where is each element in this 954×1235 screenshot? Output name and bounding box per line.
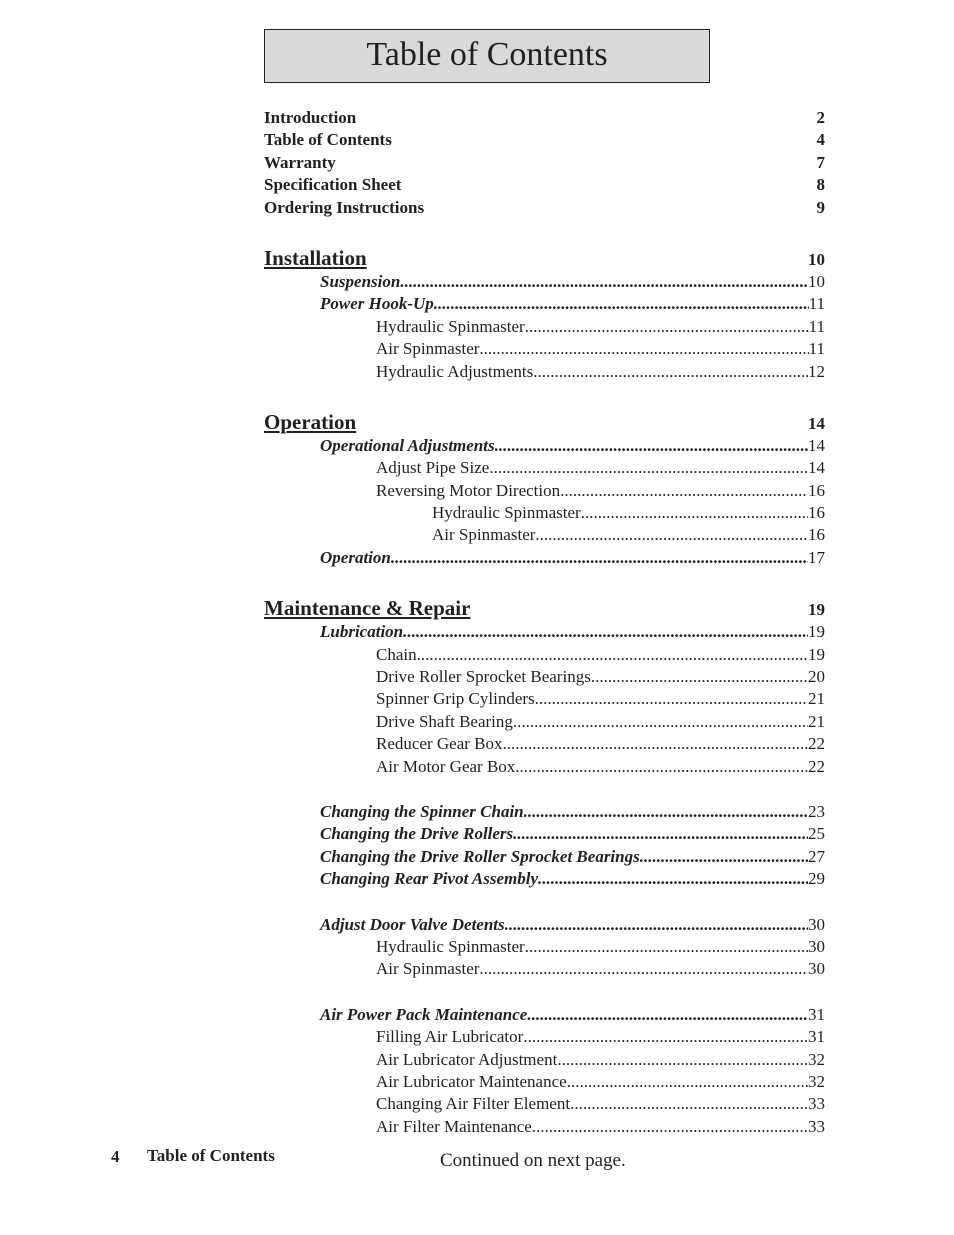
leader-dots bbox=[560, 481, 808, 501]
toc-page: 17 bbox=[808, 547, 825, 567]
toc-label: Warranty bbox=[264, 152, 336, 172]
toc-label: Changing the Spinner Chain bbox=[320, 801, 524, 821]
toc-entry-air-spinmaster[interactable] bbox=[264, 959, 825, 981]
toc-entry-changing-spinner-chain[interactable] bbox=[264, 802, 825, 824]
leader-dots bbox=[525, 317, 809, 337]
continued-note: Continued on next page. bbox=[440, 1150, 626, 1171]
leader-dots bbox=[535, 689, 808, 709]
leader-dots bbox=[495, 436, 808, 456]
toc-page: 19 bbox=[808, 622, 825, 642]
leader-dots bbox=[400, 272, 808, 292]
toc-page: 23 bbox=[808, 801, 825, 821]
toc-label: Air Lubricator Maintenance bbox=[376, 1071, 567, 1091]
toc-entry-changing-drive-rollers[interactable] bbox=[264, 824, 825, 846]
leader-dots bbox=[503, 734, 808, 754]
toc-entry-reducer-gear-box[interactable] bbox=[264, 734, 825, 756]
spacer bbox=[264, 892, 825, 915]
toc-page: 14 bbox=[808, 413, 825, 433]
toc-page: 30 bbox=[808, 936, 825, 956]
leader-dots bbox=[515, 757, 808, 777]
toc-label: Air Lubricator Adjustment bbox=[376, 1049, 558, 1069]
leader-dots bbox=[505, 915, 808, 935]
leader-dots bbox=[535, 525, 808, 545]
leader-dots bbox=[391, 548, 808, 568]
toc-page: 7 bbox=[816, 152, 825, 172]
spacer bbox=[264, 220, 825, 246]
toc-label: Reducer Gear Box bbox=[376, 734, 503, 754]
toc-label: Changing Air Filter Element bbox=[376, 1094, 571, 1114]
toc-page: 12 bbox=[808, 361, 825, 381]
toc-page: 30 bbox=[808, 959, 825, 979]
toc-label: Hydraulic Spinmaster bbox=[432, 503, 581, 523]
toc-label: Changing the Drive Roller Sprocket Bearings bbox=[320, 846, 640, 866]
toc-label: Drive Shaft Bearing bbox=[376, 711, 513, 731]
toc-page: 16 bbox=[808, 503, 825, 523]
toc-entry-lubrication[interactable] bbox=[264, 622, 825, 644]
leader-dots bbox=[581, 503, 808, 523]
toc-entry-drive-roller-sprocket-bearings[interactable] bbox=[264, 667, 825, 689]
toc-page: 29 bbox=[808, 869, 825, 889]
toc-page: 10 bbox=[808, 271, 825, 291]
leader-dots bbox=[513, 824, 808, 844]
toc-entry-operation[interactable] bbox=[264, 548, 825, 570]
toc-page: 4 bbox=[816, 130, 825, 150]
leader-dots bbox=[591, 667, 808, 687]
toc-entry-air-lubricator-adjustment[interactable] bbox=[264, 1050, 825, 1072]
toc-page: 19 bbox=[808, 644, 825, 664]
toc-page: 25 bbox=[808, 824, 825, 844]
toc-entry-hydraulic-adjustments[interactable] bbox=[264, 362, 825, 384]
toc-entry-spinner-grip-cylinders[interactable] bbox=[264, 689, 825, 711]
toc-page: 27 bbox=[808, 846, 825, 866]
leader-dots bbox=[524, 802, 808, 822]
toc-label: Ordering Instructions bbox=[264, 197, 425, 217]
toc-entry-drive-shaft-bearing[interactable] bbox=[264, 712, 825, 734]
toc-entry-specification-sheet[interactable] bbox=[264, 175, 825, 197]
toc-entry-reversing-motor-direction[interactable] bbox=[264, 481, 825, 503]
toc-page: 21 bbox=[808, 689, 825, 709]
leader-dots bbox=[513, 712, 808, 732]
toc-label: Hydraulic Adjustments bbox=[376, 361, 534, 381]
toc-label: Air Filter Maintenance bbox=[376, 1116, 532, 1136]
leader-dots bbox=[523, 1027, 808, 1047]
toc-entry-warranty[interactable] bbox=[264, 153, 825, 175]
toc-entry-changing-drive-roller-sprocket-bearings[interactable] bbox=[264, 847, 825, 869]
toc-section-maintenance-repair[interactable] bbox=[264, 596, 825, 622]
toc-label: Lubrication bbox=[320, 622, 404, 642]
leader-dots bbox=[538, 869, 808, 889]
toc-label: Adjust Pipe Size bbox=[376, 458, 490, 478]
leader-dots bbox=[533, 362, 808, 382]
toc-entry-ordering-instructions[interactable] bbox=[264, 198, 825, 220]
toc-label: Air Spinmaster bbox=[432, 525, 536, 545]
toc-entry-adjust-door-valve-detents[interactable] bbox=[264, 915, 825, 937]
toc-entry-power-hookup[interactable] bbox=[264, 294, 825, 316]
spacer bbox=[264, 570, 825, 596]
toc-entry-air-motor-gear-box[interactable] bbox=[264, 757, 825, 779]
leader-dots bbox=[417, 645, 808, 665]
toc-entry-suspension[interactable] bbox=[264, 272, 825, 294]
toc-label: Operational Adjustments bbox=[320, 435, 495, 455]
leader-dots bbox=[570, 1094, 808, 1114]
toc-entry-air-spinmaster[interactable] bbox=[264, 339, 825, 361]
toc-page: 11 bbox=[808, 294, 825, 314]
spacer bbox=[264, 982, 825, 1005]
leader-dots bbox=[479, 339, 808, 359]
toc-label: Changing Rear Pivot Assembly bbox=[320, 869, 539, 889]
toc-label: Air Motor Gear Box bbox=[376, 756, 516, 776]
spacer bbox=[264, 384, 825, 410]
toc-page: 10 bbox=[808, 249, 825, 269]
toc-entry-hydraulic-spinmaster[interactable] bbox=[264, 317, 825, 339]
toc-page: 16 bbox=[808, 480, 825, 500]
toc-entry-chain[interactable] bbox=[264, 645, 825, 667]
toc-label: Air Spinmaster bbox=[376, 959, 480, 979]
toc-page: 22 bbox=[808, 734, 825, 754]
leader-dots bbox=[567, 1072, 808, 1092]
leader-dots bbox=[640, 847, 808, 867]
toc-entry-hydraulic-spinmaster[interactable] bbox=[264, 937, 825, 959]
toc-entry-air-lubricator-maintenance[interactable] bbox=[264, 1072, 825, 1094]
toc-label: Hydraulic Spinmaster bbox=[376, 316, 525, 336]
toc-entry-adjust-pipe-size[interactable] bbox=[264, 458, 825, 480]
leader-dots bbox=[532, 1117, 808, 1137]
toc-label: Introduction bbox=[264, 108, 357, 127]
toc-entry-table-of-contents[interactable] bbox=[264, 130, 825, 152]
toc-label: Drive Roller Sprocket Bearings bbox=[376, 667, 591, 687]
toc-label: Air Power Pack Maintenance bbox=[320, 1004, 528, 1024]
toc-section-installation[interactable] bbox=[264, 246, 825, 272]
toc-page: 33 bbox=[808, 1094, 825, 1114]
toc-label: Air Spinmaster bbox=[376, 339, 480, 359]
toc-page: 16 bbox=[808, 525, 825, 545]
toc-page: 11 bbox=[808, 316, 825, 336]
toc-page: 8 bbox=[816, 175, 825, 195]
leader-dots bbox=[403, 622, 808, 642]
toc-entry-operational-adjustments[interactable] bbox=[264, 436, 825, 458]
toc-entry-introduction[interactable] bbox=[264, 108, 825, 130]
toc-label: Operation bbox=[320, 547, 391, 567]
toc-entry-changing-air-filter-element[interactable] bbox=[264, 1094, 825, 1116]
section-heading: Operation bbox=[264, 409, 357, 434]
toc-label: Hydraulic Spinmaster bbox=[376, 936, 525, 956]
spacer bbox=[264, 779, 825, 802]
toc-page: 32 bbox=[808, 1049, 825, 1069]
footer-section-title: Table of Contents bbox=[147, 1146, 275, 1165]
toc-page: 14 bbox=[808, 458, 825, 478]
toc-page: 14 bbox=[808, 435, 825, 455]
leader-dots bbox=[479, 959, 808, 979]
toc-section-operation[interactable] bbox=[264, 410, 825, 436]
toc-label: Chain bbox=[376, 644, 417, 664]
toc-entry-air-power-pack-maintenance[interactable] bbox=[264, 1005, 825, 1027]
toc-label: Table of Contents bbox=[264, 130, 392, 150]
toc-page: 11 bbox=[808, 339, 825, 359]
leader-dots bbox=[489, 458, 808, 478]
toc-label: Changing the Drive Rollers bbox=[320, 824, 514, 844]
toc-page: 22 bbox=[808, 756, 825, 776]
toc-entry-air-spinmaster[interactable] bbox=[264, 525, 825, 547]
toc-page: 31 bbox=[808, 1004, 825, 1024]
page-title: Table of Contents bbox=[264, 29, 710, 83]
toc-label: Reversing Motor Direction bbox=[376, 480, 561, 500]
toc-label: Power Hook-Up bbox=[320, 294, 434, 314]
toc-page: 9 bbox=[816, 197, 825, 217]
toc-page: 20 bbox=[808, 667, 825, 687]
leader-dots bbox=[527, 1005, 808, 1025]
toc-page: 21 bbox=[808, 711, 825, 731]
leader-dots bbox=[434, 294, 809, 314]
leader-dots bbox=[525, 937, 808, 957]
toc-page: 2 bbox=[816, 108, 825, 127]
leader-dots bbox=[557, 1050, 808, 1070]
toc-label: Spinner Grip Cylinders bbox=[376, 689, 535, 709]
toc-page: 33 bbox=[808, 1116, 825, 1136]
toc-entry-air-filter-maintenance[interactable] bbox=[264, 1117, 825, 1139]
toc-page: 31 bbox=[808, 1027, 825, 1047]
toc-page: 32 bbox=[808, 1071, 825, 1091]
section-heading: Maintenance & Repair bbox=[264, 596, 471, 621]
section-heading: Installation bbox=[264, 245, 367, 270]
toc-label: Specification Sheet bbox=[264, 175, 402, 195]
toc-entry-hydraulic-spinmaster[interactable] bbox=[264, 503, 825, 525]
footer-page-number: 4 bbox=[111, 1147, 120, 1166]
table-of-contents bbox=[264, 108, 825, 1139]
toc-page: 19 bbox=[808, 600, 825, 620]
toc-label: Filling Air Lubricator bbox=[376, 1027, 524, 1047]
toc-page: 30 bbox=[808, 914, 825, 934]
toc-label: Suspension bbox=[320, 271, 401, 291]
toc-entry-changing-rear-pivot-assembly[interactable] bbox=[264, 869, 825, 891]
toc-entry-filling-air-lubricator[interactable] bbox=[264, 1027, 825, 1049]
toc-label: Adjust Door Valve Detents bbox=[320, 914, 505, 934]
